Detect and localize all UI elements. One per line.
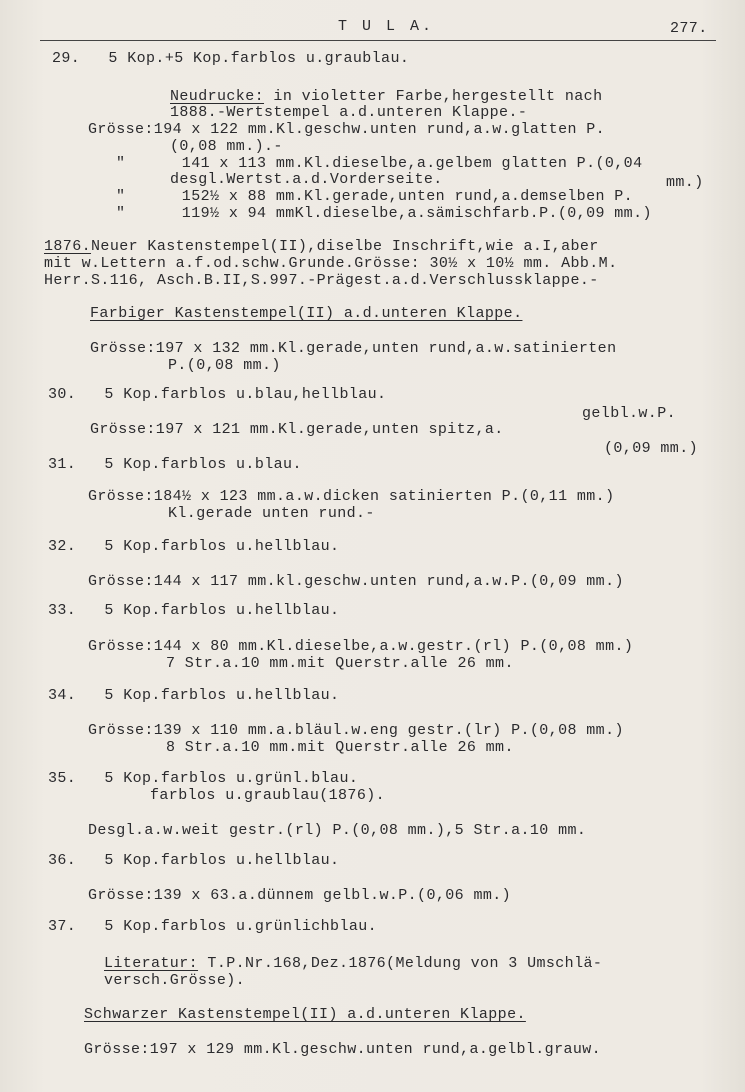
neudrucke-line	[170, 88, 602, 105]
entry-30-heading: 30. 5 Kop.farblos u.blau,hellblau.	[48, 386, 387, 403]
text-line: Herr.S.116, Asch.B.II,S.997.-Prägest.a.d.Verschlussklappe.-	[44, 272, 599, 289]
size-line: Grösse:197 x 121 mm.Kl.gerade,unten spitz,a.	[90, 421, 504, 438]
section-heading-schwarzer: Schwarzer Kastenstempel(II) a.d.unteren Klappe.	[84, 1006, 526, 1023]
literatur-text: T.P.Nr.168,Dez.1876(Meldung von 3 Umschlä-	[198, 955, 603, 972]
size-line: Grösse:197 x 129 mm.Kl.geschw.unten rund,a.gelbl.grauw.	[84, 1041, 602, 1058]
text-line: farblos u.graublau(1876).	[150, 787, 386, 804]
section-heading-farbiger: Farbiger Kastenstempel(II) a.d.unteren Klappe.	[90, 305, 523, 322]
entry-32-heading: 32. 5 Kop.farblos u.hellblau.	[48, 538, 340, 555]
entry-33-heading: 33. 5 Kop.farblos u.hellblau.	[48, 602, 340, 619]
text-line: mit w.Lettern a.f.od.schw.Grunde.Grösse: 30½ x 10½ mm. Abb.M.	[44, 255, 618, 272]
size-line: Grösse:144 x 80 mm.Kl.dieselbe,a.w.gestr.(rl) P.(0,08 mm.)	[88, 638, 634, 655]
size-line: " 141 x 113 mm.Kl.dieselbe,a.gelbem glatten P.(0,04	[116, 155, 643, 172]
size-line: Grösse:144 x 117 mm.kl.geschw.unten rund,a.w.P.(0,09 mm.)	[88, 573, 624, 590]
neudrucke-label: Neudrucke:	[170, 88, 265, 105]
year-1876: 1876.	[44, 238, 92, 255]
size-line: Grösse:184½ x 123 mm.a.w.dicken satinierten P.(0,11 mm.)	[88, 488, 615, 505]
size-line: Grösse:139 x 110 mm.a.bläul.w.eng gestr.(lr) P.(0,08 mm.)	[88, 722, 624, 739]
size-line: Grösse:197 x 132 mm.Kl.gerade,unten rund,a.w.satinierten	[90, 340, 617, 357]
page-header-title: T U L A.	[338, 18, 435, 35]
text-line: desgl.Wertst.a.d.Vorderseite.	[170, 171, 443, 188]
entry-34-heading: 34. 5 Kop.farblos u.hellblau.	[48, 687, 340, 704]
text-line: 8 Str.a.10 mm.mit Querstr.alle 26 mm.	[166, 739, 514, 756]
text-line: 7 Str.a.10 mm.mit Querstr.alle 26 mm.	[166, 655, 514, 672]
desgl-line: Desgl.a.w.weit gestr.(rl) P.(0,08 mm.),5 Str.a.10 mm.	[88, 822, 587, 839]
text-line: (0,08 mm.).-	[170, 138, 283, 155]
text-line: P.(0,08 mm.)	[168, 357, 281, 374]
size-line: " 152½ x 88 mm.Kl.gerade,unten rund,a.demselben P.	[116, 188, 634, 205]
text-line: gelbl.w.P.	[582, 405, 677, 422]
header-rule	[40, 40, 716, 41]
literatur-label: Literatur:	[104, 955, 199, 972]
size-line: Grösse:139 x 63.a.dünnem gelbl.w.P.(0,06 mm.)	[88, 887, 512, 904]
size-line: " 119½ x 94 mmKl.dieselbe,a.sämischfarb.P.(0,09 mm.)	[116, 205, 652, 222]
page-number: 277.	[670, 20, 708, 37]
entry-1876-line	[44, 238, 599, 255]
text-line: mm.)	[666, 174, 704, 191]
size-line: Grösse:194 x 122 mm.Kl.geschw.unten rund,a.w.glatten P.	[88, 121, 606, 138]
text-line: Kl.gerade unten rund.-	[168, 505, 375, 522]
text-line: versch.Grösse).	[104, 972, 246, 989]
text-line: 1888.-Wertstempel a.d.unteren Klappe.-	[170, 104, 528, 121]
entry-31-heading: 31. 5 Kop.farblos u.blau.	[48, 456, 302, 473]
entry-37-heading: 37. 5 Kop.farblos u.grünlichblau.	[48, 918, 378, 935]
entry-35-heading: 35. 5 Kop.farblos u.grünl.blau.	[48, 770, 359, 787]
entry-36-heading: 36. 5 Kop.farblos u.hellblau.	[48, 852, 340, 869]
entry-29-heading: 29. 5 Kop.+5 Kop.farblos u.graublau.	[52, 50, 410, 67]
text-line: (0,09 mm.)	[604, 440, 699, 457]
neudrucke-text: in violetter Farbe,hergestellt nach	[264, 88, 603, 105]
entry-1876-text: Neuer Kastenstempel(II),diselbe Inschrift,wie a.I,aber	[91, 238, 599, 255]
literatur-line	[104, 955, 602, 972]
